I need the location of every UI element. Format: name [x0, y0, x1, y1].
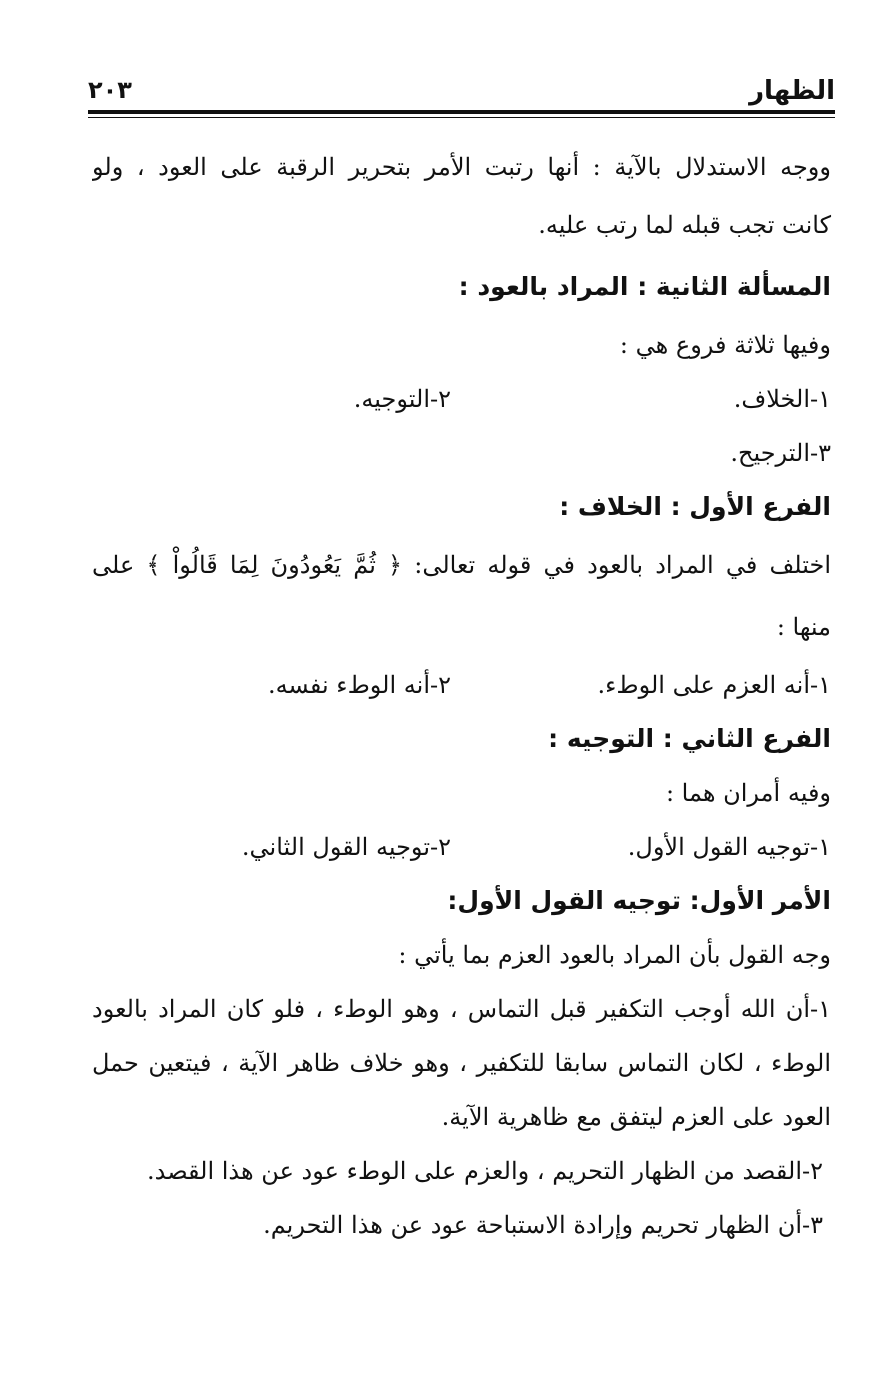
paragraph-line: الوطء ، لكان التماس سابقا للتكفير ، وهو خلاف ظاهر الآية ، فيتعين حمل [92, 1049, 831, 1077]
running-title: الظهار [749, 76, 835, 106]
list-item: ١-الخلاف. [733, 385, 831, 413]
page-header [88, 72, 835, 112]
two-column-list [92, 658, 831, 712]
paragraph-line: وفيه أمران هما : [665, 779, 831, 807]
list-item: ٢-أنه الوطء نفسه. [267, 671, 451, 699]
header-rule-thick [88, 110, 835, 114]
section-heading: الأمر الأول: توجيه القول الأول: [447, 886, 831, 915]
list-item: ٢-التوجيه. [353, 385, 451, 413]
two-column-list [92, 820, 831, 874]
list-item: ٣-الترجيح. [730, 439, 831, 467]
list-item: ١-أنه العزم على الوطء. [597, 671, 831, 699]
paragraph-line: وجه القول بأن المراد بالعود العزم بما يأتي : [398, 941, 831, 969]
paragraph-line: كانت تجب قبله لما رتب عليه. [538, 211, 831, 239]
section-heading: الفرع الأول : الخلاف : [559, 492, 831, 521]
section-heading: المسألة الثانية : المراد بالعود : [458, 272, 831, 301]
list-item: ١-توجيه القول الأول. [627, 833, 831, 861]
paragraph-line: ١-أن الله أوجب التكفير قبل التماس ، وهو الوطء ، فلو كان المراد بالعود [92, 995, 831, 1023]
paragraph-line: ٢-القصد من الظهار التحريم ، والعزم على الوطء عود عن هذا القصد. [146, 1157, 823, 1185]
header-rule-thin [88, 117, 835, 118]
paragraph-line: العود على العزم ليتفق مع ظاهرية الآية. [441, 1103, 831, 1131]
page-number: ٢٠٣ [88, 76, 132, 104]
paragraph-line: منها : [776, 613, 831, 641]
paragraph-line: وفيها ثلاثة فروع هي : [619, 331, 831, 359]
paragraph-line: ووجه الاستدلال بالآية : أنها رتبت الأمر بتحرير الرقبة على العود ، ولو [92, 153, 831, 181]
list-item: ٢-توجيه القول الثاني. [241, 833, 451, 861]
paragraph-line: ٣-أن الظهار تحريم وإرادة الاستباحة عود عن هذا التحريم. [263, 1211, 823, 1239]
page-body [92, 140, 831, 1252]
paragraph-line: اختلف في المراد بالعود في قوله تعالى: ﴿ ثُمَّ يَعُودُونَ لِمَا قَالُواْ ﴾ على [92, 551, 831, 579]
section-heading: الفرع الثاني : التوجيه : [548, 724, 831, 753]
two-column-list [92, 372, 831, 426]
